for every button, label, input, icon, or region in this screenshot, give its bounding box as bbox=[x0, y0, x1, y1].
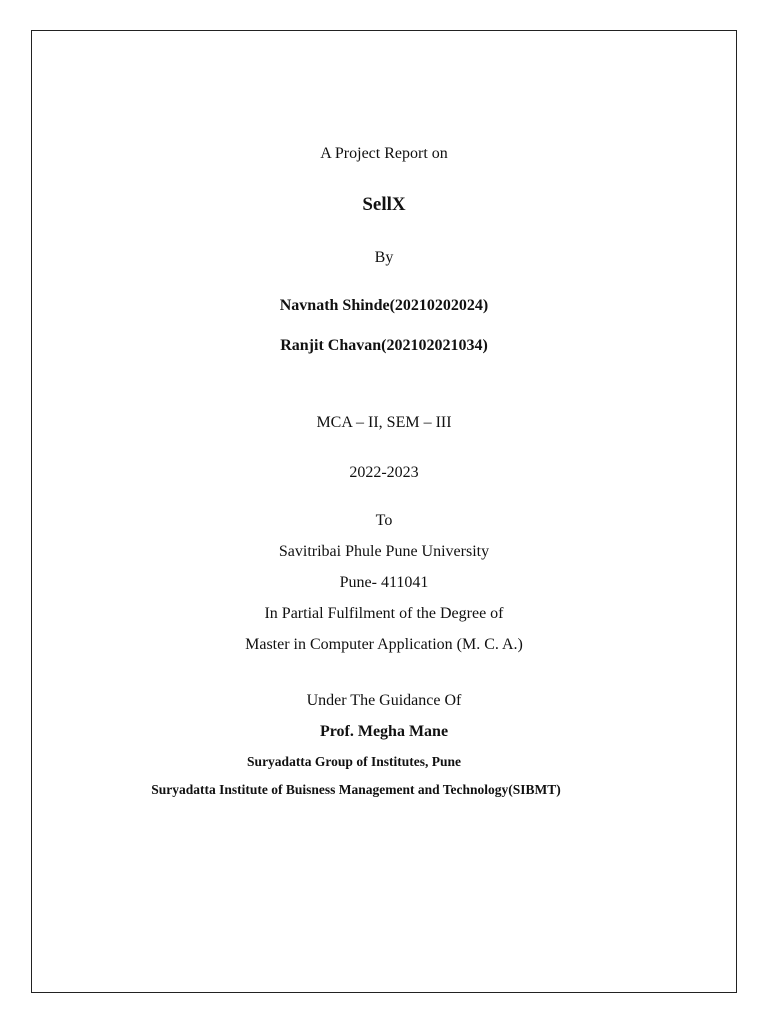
by-label: By bbox=[374, 249, 394, 266]
guidance-label: Under The Guidance Of bbox=[306, 692, 462, 709]
to-label: To bbox=[375, 512, 393, 529]
author-2: Ranjit Chavan(202102021034) bbox=[280, 337, 488, 354]
academic-year: 2022-2023 bbox=[349, 464, 419, 481]
author-1: Navnath Shinde(20210202024) bbox=[279, 297, 489, 314]
institute-name: Suryadatta Institute of Buisness Management and Technology(SIBMT) bbox=[151, 782, 561, 797]
project-name: SellX bbox=[362, 194, 406, 215]
city-pin: Pune- 411041 bbox=[339, 574, 429, 591]
program: MCA – II, SEM – III bbox=[316, 414, 452, 431]
report-heading: A Project Report on bbox=[320, 145, 448, 162]
institute-group: Suryadatta Group of Institutes, Pune bbox=[247, 754, 461, 769]
university-name: Savitribai Phule Pune University bbox=[278, 543, 490, 560]
guide-name: Prof. Megha Mane bbox=[319, 723, 449, 740]
fulfilment-text: In Partial Fulfilment of the Degree of bbox=[264, 605, 504, 622]
degree-name: Master in Computer Application (M. C. A.) bbox=[245, 636, 523, 653]
